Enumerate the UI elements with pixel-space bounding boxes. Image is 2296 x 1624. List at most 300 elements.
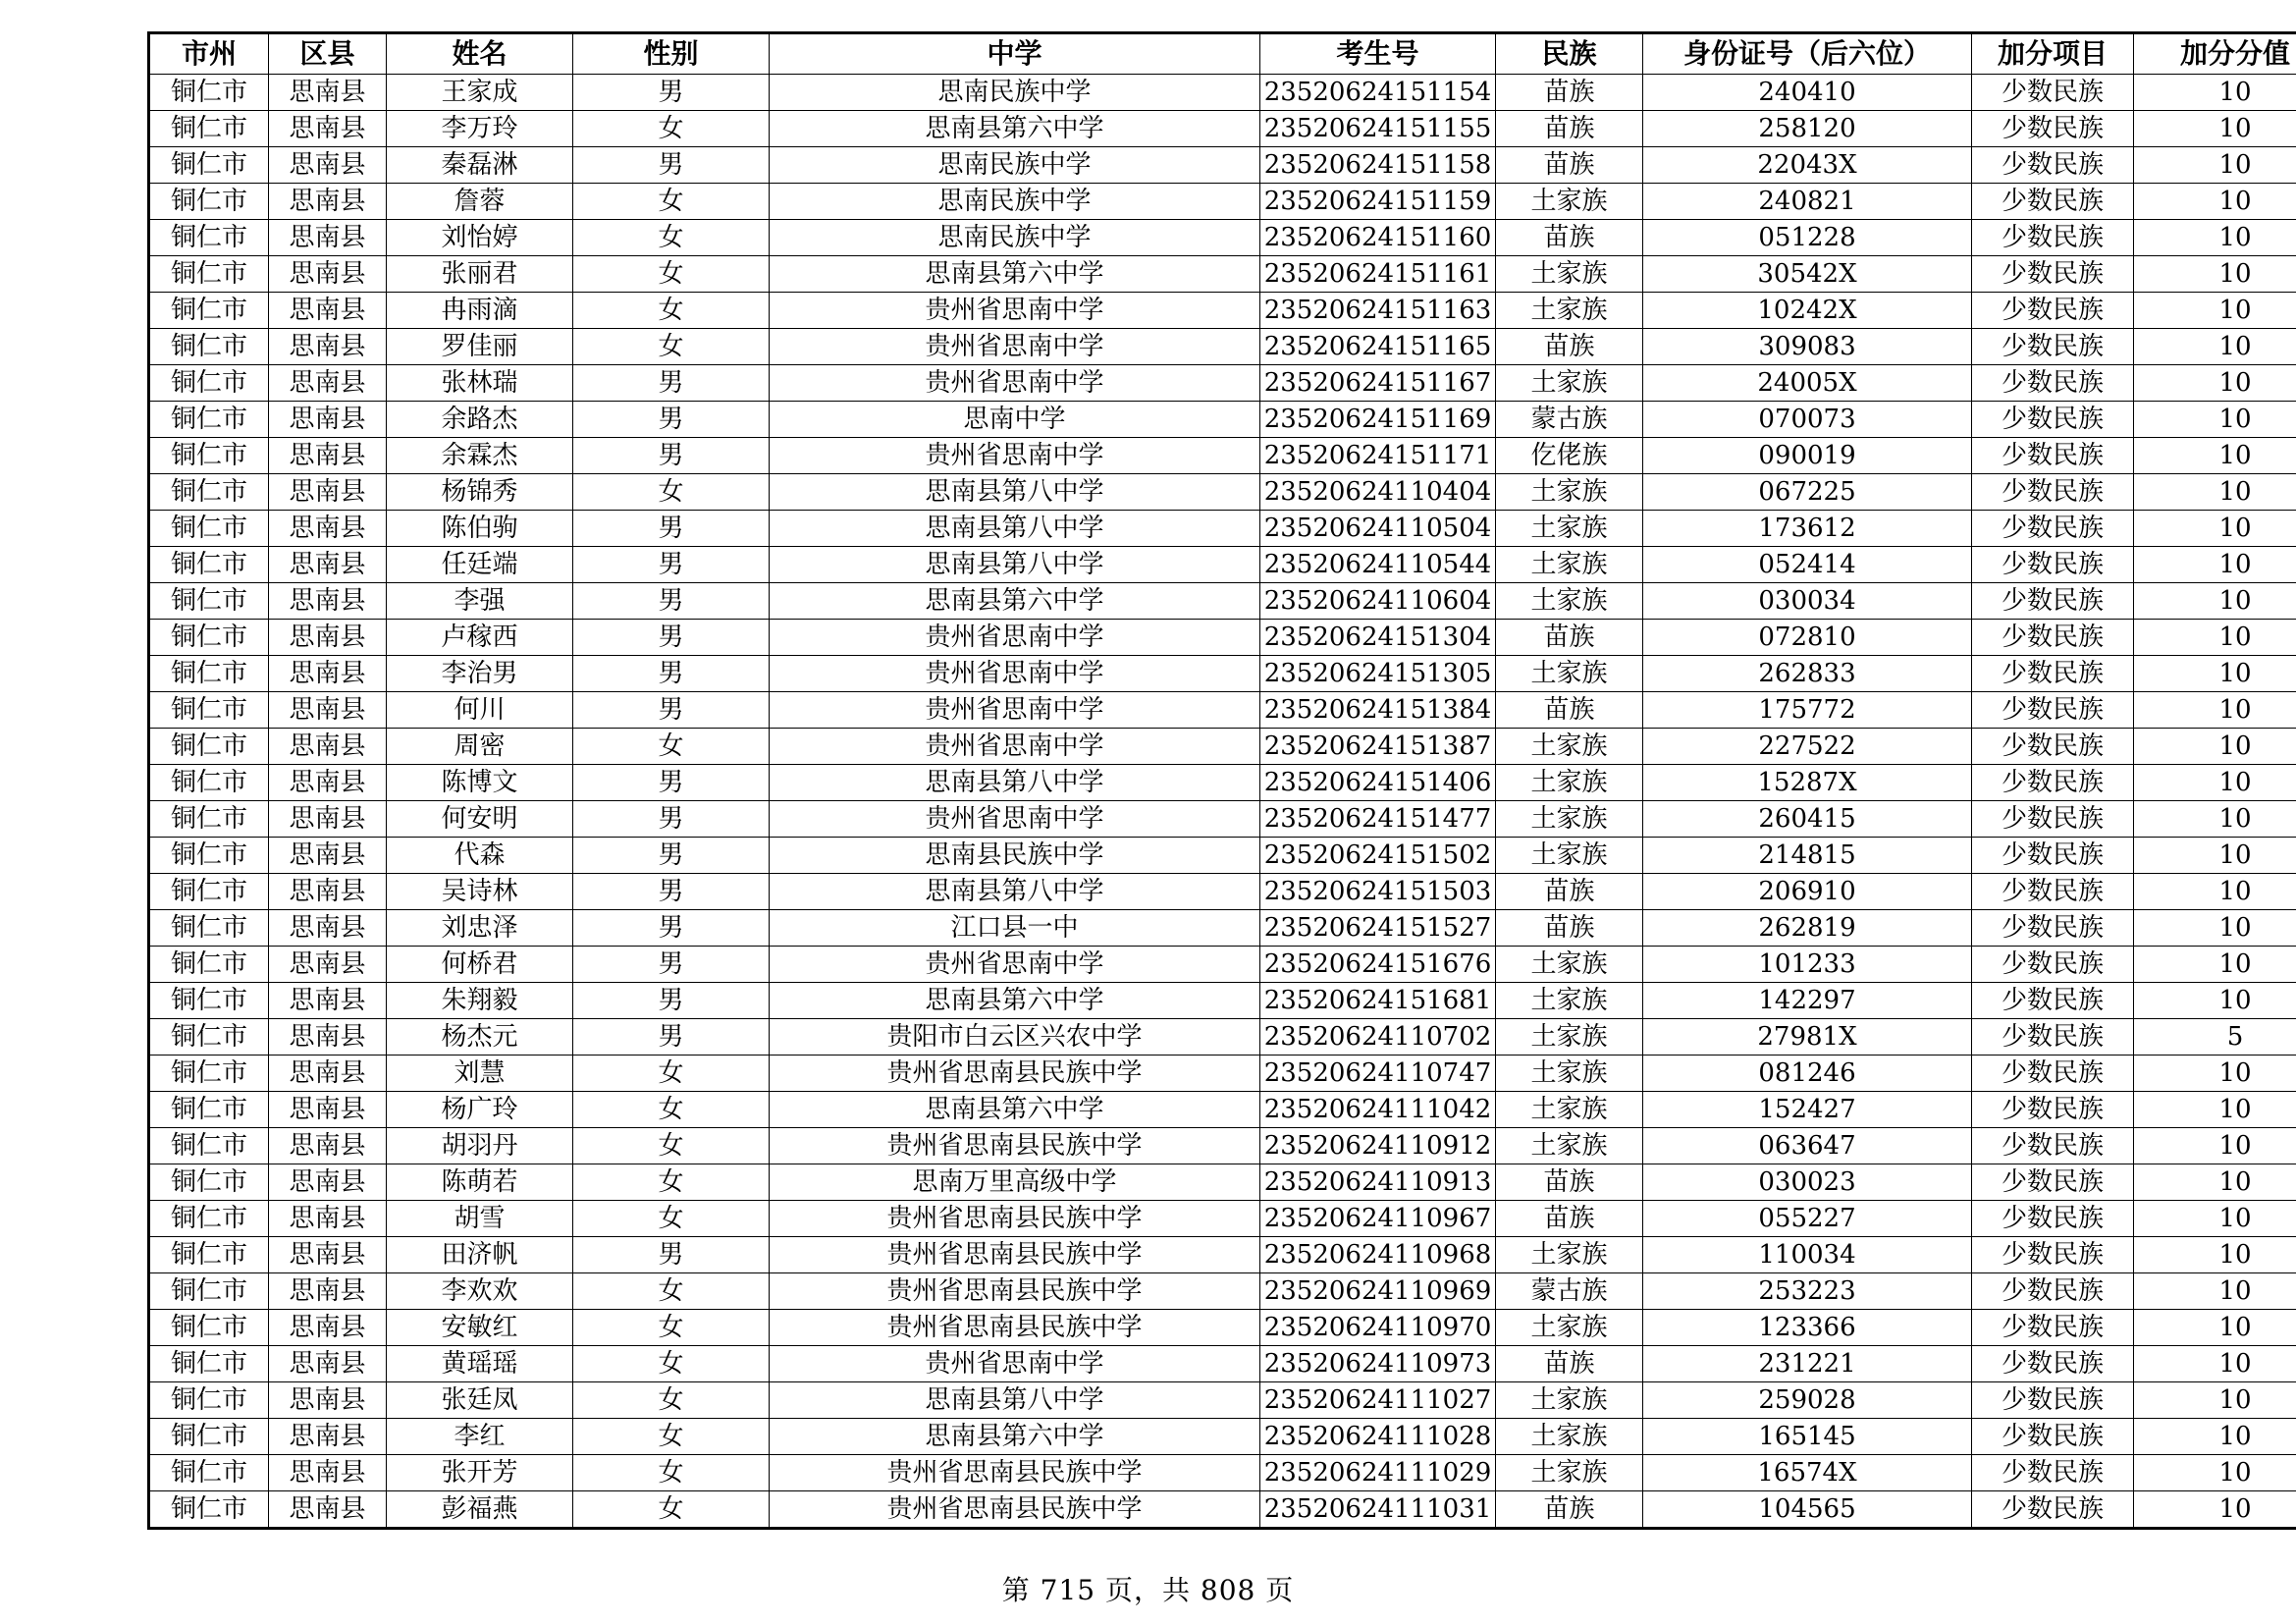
city-cell: 铜仁市 [149,511,269,547]
school-cell: 思南县第六中学 [770,1419,1260,1455]
table-row [149,983,2296,1019]
ethnicity-cell: 苗族 [1496,329,1643,365]
bonus-value-cell: 5 [2134,1019,2296,1056]
bonus-item-cell: 少数民族 [1972,293,2134,329]
exam-number-cell: 23520624110968 [1260,1237,1496,1273]
exam-number-cell: 23520624151681 [1260,983,1496,1019]
exam-number-cell: 23520624111031 [1260,1491,1496,1529]
county-cell: 思南县 [269,947,387,983]
page-number-footer: 第 715 页，共 808 页 [1001,1574,1295,1606]
school-cell: 思南县第六中学 [770,1092,1260,1128]
bonus-item-cell: 少数民族 [1972,1382,2134,1419]
name-cell: 李红 [387,1419,573,1455]
city-cell: 铜仁市 [149,1128,269,1164]
bonus-value-cell: 10 [2134,1273,2296,1310]
ethnicity-header: 民族 [1496,33,1643,75]
bonus-value-cell: 10 [2134,111,2296,147]
exam-number-cell: 23520624151384 [1260,692,1496,729]
city-cell: 铜仁市 [149,656,269,692]
city-cell: 铜仁市 [149,729,269,765]
name-cell: 余路杰 [387,402,573,438]
bonus-item-cell: 少数民族 [1972,1419,2134,1455]
county-cell: 思南县 [269,329,387,365]
ethnicity-cell: 苗族 [1496,910,1643,947]
name-cell: 张林瑞 [387,365,573,402]
exam-number-cell: 23520624110544 [1260,547,1496,583]
bonus-item-cell: 少数民族 [1972,111,2134,147]
bonus-item-cell: 少数民族 [1972,1019,2134,1056]
id-suffix-cell: 101233 [1643,947,1972,983]
name-cell: 周密 [387,729,573,765]
id-suffix-cell: 259028 [1643,1382,1972,1419]
gender-cell: 女 [573,1346,770,1382]
table-row [149,438,2296,474]
gender-cell: 男 [573,583,770,620]
gender-cell: 女 [573,1382,770,1419]
name-cell: 黄瑶瑶 [387,1346,573,1382]
bonus-value-cell: 10 [2134,874,2296,910]
table-row [149,1455,2296,1491]
table-row [149,1346,2296,1382]
county-cell: 思南县 [269,547,387,583]
gender-cell: 男 [573,874,770,910]
gender-cell: 女 [573,184,770,220]
gender-cell: 女 [573,1491,770,1529]
school-cell: 思南县第八中学 [770,874,1260,910]
gender-cell: 男 [573,910,770,947]
name-cell: 何安明 [387,801,573,838]
ethnicity-cell: 土家族 [1496,184,1643,220]
table-row [149,184,2296,220]
id-suffix-header: 身份证号（后六位） [1643,33,1972,75]
city-cell: 铜仁市 [149,1201,269,1237]
county-cell: 思南县 [269,838,387,874]
school-cell: 思南县民族中学 [770,838,1260,874]
bonus-value-cell: 10 [2134,801,2296,838]
city-cell: 铜仁市 [149,256,269,293]
school-cell: 思南县第八中学 [770,547,1260,583]
ethnicity-cell: 土家族 [1496,838,1643,874]
table-row [149,220,2296,256]
bonus-item-cell: 少数民族 [1972,583,2134,620]
bonus-item-cell: 少数民族 [1972,947,2134,983]
name-cell: 刘怡婷 [387,220,573,256]
county-cell: 思南县 [269,402,387,438]
county-cell: 思南县 [269,1237,387,1273]
table-row [149,147,2296,184]
gender-cell: 女 [573,111,770,147]
exam-number-cell: 23520624151158 [1260,147,1496,184]
school-cell: 贵州省思南中学 [770,801,1260,838]
table-row [149,111,2296,147]
county-cell: 思南县 [269,474,387,511]
county-cell: 思南县 [269,1419,387,1455]
exam-number-cell: 23520624111029 [1260,1455,1496,1491]
gender-cell: 女 [573,1419,770,1455]
exam-number-cell: 23520624110912 [1260,1128,1496,1164]
ethnicity-cell: 土家族 [1496,1310,1643,1346]
id-suffix-cell: 070073 [1643,402,1972,438]
table-row [149,547,2296,583]
ethnicity-cell: 土家族 [1496,256,1643,293]
bonus-item-cell: 少数民族 [1972,692,2134,729]
table-row [149,1419,2296,1455]
school-cell: 贵州省思南县民族中学 [770,1237,1260,1273]
county-cell: 思南县 [269,1491,387,1529]
id-suffix-cell: 152427 [1643,1092,1972,1128]
county-cell: 思南县 [269,1164,387,1201]
city-cell: 铜仁市 [149,293,269,329]
gender-cell: 男 [573,547,770,583]
school-cell: 贵州省思南中学 [770,692,1260,729]
school-cell: 江口县一中 [770,910,1260,947]
table-row [149,474,2296,511]
gender-cell: 女 [573,1092,770,1128]
school-cell: 思南县第六中学 [770,583,1260,620]
school-cell: 贵州省思南县民族中学 [770,1491,1260,1529]
school-cell: 思南万里高级中学 [770,1164,1260,1201]
table-row [149,293,2296,329]
bonus-value-cell: 10 [2134,838,2296,874]
ethnicity-cell: 土家族 [1496,947,1643,983]
city-cell: 铜仁市 [149,1092,269,1128]
gender-cell: 男 [573,1019,770,1056]
bonus-value-cell: 10 [2134,1382,2296,1419]
name-cell: 卢稼西 [387,620,573,656]
exam-number-cell: 23520624151406 [1260,765,1496,801]
name-cell: 詹蓉 [387,184,573,220]
bonus-value-cell: 10 [2134,1419,2296,1455]
table-row [149,365,2296,402]
bonus-value-cell: 10 [2134,184,2296,220]
school-cell: 思南中学 [770,402,1260,438]
gender-cell: 男 [573,947,770,983]
bonus-item-cell: 少数民族 [1972,511,2134,547]
school-cell: 贵州省思南中学 [770,293,1260,329]
table-header-row [149,33,2296,75]
school-cell: 贵州省思南中学 [770,656,1260,692]
school-cell: 贵州省思南县民族中学 [770,1056,1260,1092]
name-header: 姓名 [387,33,573,75]
id-suffix-cell: 072810 [1643,620,1972,656]
city-cell: 铜仁市 [149,111,269,147]
id-suffix-cell: 10242X [1643,293,1972,329]
school-cell: 贵州省思南县民族中学 [770,1201,1260,1237]
table-row [149,329,2296,365]
name-cell: 代森 [387,838,573,874]
bonus-item-cell: 少数民族 [1972,620,2134,656]
city-cell: 铜仁市 [149,402,269,438]
ethnicity-cell: 土家族 [1496,474,1643,511]
city-cell: 铜仁市 [149,692,269,729]
city-cell: 铜仁市 [149,1237,269,1273]
id-suffix-cell: 258120 [1643,111,1972,147]
exam-number-header: 考生号 [1260,33,1496,75]
ethnicity-cell: 土家族 [1496,583,1643,620]
bonus-value-cell: 10 [2134,1056,2296,1092]
table-row [149,801,2296,838]
name-cell: 李欢欢 [387,1273,573,1310]
gender-cell: 男 [573,983,770,1019]
bonus-value-cell: 10 [2134,75,2296,111]
bonus-value-cell: 10 [2134,1092,2296,1128]
table-row [149,1273,2296,1310]
id-suffix-cell: 240410 [1643,75,1972,111]
gender-cell: 男 [573,692,770,729]
exam-number-cell: 23520624151167 [1260,365,1496,402]
bonus-item-cell: 少数民族 [1972,765,2134,801]
county-cell: 思南县 [269,1346,387,1382]
gender-cell: 女 [573,1455,770,1491]
name-cell: 李万玲 [387,111,573,147]
school-cell: 贵州省思南中学 [770,1346,1260,1382]
id-suffix-cell: 309083 [1643,329,1972,365]
city-cell: 铜仁市 [149,1056,269,1092]
ethnicity-cell: 土家族 [1496,293,1643,329]
name-cell: 罗佳丽 [387,329,573,365]
bonus-item-cell: 少数民族 [1972,1273,2134,1310]
table-row [149,874,2296,910]
exam-number-cell: 23520624110970 [1260,1310,1496,1346]
bonus-item-cell: 少数民族 [1972,147,2134,184]
bonus-item-cell: 少数民族 [1972,547,2134,583]
city-header: 市州 [149,33,269,75]
bonus-value-cell: 10 [2134,620,2296,656]
county-cell: 思南县 [269,620,387,656]
ethnicity-cell: 土家族 [1496,1128,1643,1164]
school-cell: 贵州省思南县民族中学 [770,1128,1260,1164]
bonus-item-cell: 少数民族 [1972,1237,2134,1273]
bonus-value-cell: 10 [2134,583,2296,620]
county-cell: 思南县 [269,256,387,293]
id-suffix-cell: 030034 [1643,583,1972,620]
bonus-value-cell: 10 [2134,656,2296,692]
school-cell: 思南县第八中学 [770,474,1260,511]
table-row [149,1164,2296,1201]
name-cell: 胡羽丹 [387,1128,573,1164]
gender-cell: 男 [573,801,770,838]
bonus-item-cell: 少数民族 [1972,801,2134,838]
ethnicity-cell: 土家族 [1496,1419,1643,1455]
county-cell: 思南县 [269,75,387,111]
ethnicity-cell: 土家族 [1496,656,1643,692]
bonus-item-header: 加分项目 [1972,33,2134,75]
bonus-item-cell: 少数民族 [1972,438,2134,474]
id-suffix-cell: 063647 [1643,1128,1972,1164]
id-suffix-cell: 15287X [1643,765,1972,801]
id-suffix-cell: 052414 [1643,547,1972,583]
county-cell: 思南县 [269,692,387,729]
name-cell: 余霖杰 [387,438,573,474]
ethnicity-cell: 苗族 [1496,1201,1643,1237]
gender-cell: 女 [573,293,770,329]
city-cell: 铜仁市 [149,1164,269,1201]
school-cell: 贵阳市白云区兴农中学 [770,1019,1260,1056]
bonus-item-cell: 少数民族 [1972,1128,2134,1164]
city-cell: 铜仁市 [149,1019,269,1056]
city-cell: 铜仁市 [149,1419,269,1455]
county-cell: 思南县 [269,1273,387,1310]
table-row [149,1491,2296,1529]
county-cell: 思南县 [269,1092,387,1128]
table-row [149,692,2296,729]
id-suffix-cell: 214815 [1643,838,1972,874]
county-cell: 思南县 [269,511,387,547]
school-cell: 思南民族中学 [770,184,1260,220]
id-suffix-cell: 055227 [1643,1201,1972,1237]
table-row [149,511,2296,547]
city-cell: 铜仁市 [149,547,269,583]
ethnicity-cell: 土家族 [1496,1092,1643,1128]
city-cell: 铜仁市 [149,801,269,838]
ethnicity-cell: 蒙古族 [1496,402,1643,438]
bonus-value-cell: 10 [2134,1346,2296,1382]
city-cell: 铜仁市 [149,147,269,184]
ethnicity-cell: 苗族 [1496,1164,1643,1201]
bonus-item-cell: 少数民族 [1972,220,2134,256]
id-suffix-cell: 253223 [1643,1273,1972,1310]
bonus-item-cell: 少数民族 [1972,184,2134,220]
id-suffix-cell: 081246 [1643,1056,1972,1092]
bonus-item-cell: 少数民族 [1972,838,2134,874]
school-cell: 贵州省思南中学 [770,438,1260,474]
ethnicity-cell: 苗族 [1496,620,1643,656]
id-suffix-cell: 262819 [1643,910,1972,947]
county-cell: 思南县 [269,1128,387,1164]
exam-number-cell: 23520624110404 [1260,474,1496,511]
table-body [149,75,2296,1529]
name-cell: 王家成 [387,75,573,111]
gender-cell: 女 [573,256,770,293]
gender-cell: 女 [573,1056,770,1092]
school-cell: 贵州省思南中学 [770,365,1260,402]
exam-number-cell: 23520624110604 [1260,583,1496,620]
bonus-value-cell: 10 [2134,256,2296,293]
table-row [149,729,2296,765]
bonus-value-cell: 10 [2134,1201,2296,1237]
county-cell: 思南县 [269,111,387,147]
table-row [149,765,2296,801]
school-cell: 贵州省思南县民族中学 [770,1273,1260,1310]
exam-number-cell: 23520624151154 [1260,75,1496,111]
county-cell: 思南县 [269,365,387,402]
city-cell: 铜仁市 [149,947,269,983]
bonus-item-cell: 少数民族 [1972,1056,2134,1092]
id-suffix-cell: 142297 [1643,983,1972,1019]
city-cell: 铜仁市 [149,438,269,474]
ethnicity-cell: 苗族 [1496,75,1643,111]
county-cell: 思南县 [269,583,387,620]
school-cell: 思南县第六中学 [770,111,1260,147]
bonus-item-cell: 少数民族 [1972,1491,2134,1529]
name-cell: 陈萌若 [387,1164,573,1201]
city-cell: 铜仁市 [149,474,269,511]
exam-number-cell: 23520624151161 [1260,256,1496,293]
table-row [149,583,2296,620]
ethnicity-cell: 苗族 [1496,692,1643,729]
name-cell: 杨广玲 [387,1092,573,1128]
gender-cell: 男 [573,656,770,692]
bonus-item-cell: 少数民族 [1972,1201,2134,1237]
ethnicity-cell: 苗族 [1496,1491,1643,1529]
id-suffix-cell: 090019 [1643,438,1972,474]
exam-number-cell: 23520624111028 [1260,1419,1496,1455]
school-cell: 思南县第六中学 [770,256,1260,293]
city-cell: 铜仁市 [149,1273,269,1310]
ethnicity-cell: 土家族 [1496,511,1643,547]
city-cell: 铜仁市 [149,874,269,910]
name-cell: 刘忠泽 [387,910,573,947]
ethnicity-cell: 土家族 [1496,1455,1643,1491]
gender-cell: 女 [573,1201,770,1237]
bonus-item-cell: 少数民族 [1972,656,2134,692]
exam-number-cell: 23520624151503 [1260,874,1496,910]
bonus-item-cell: 少数民族 [1972,402,2134,438]
county-cell: 思南县 [269,438,387,474]
exam-number-cell: 23520624110967 [1260,1201,1496,1237]
bonus-value-cell: 10 [2134,147,2296,184]
bonus-value-cell: 10 [2134,220,2296,256]
exam-number-cell: 23520624151155 [1260,111,1496,147]
table-row [149,947,2296,983]
name-cell: 胡雪 [387,1201,573,1237]
name-cell: 秦磊淋 [387,147,573,184]
ethnicity-cell: 苗族 [1496,220,1643,256]
gender-cell: 女 [573,1310,770,1346]
name-cell: 李强 [387,583,573,620]
exam-number-cell: 23520624110913 [1260,1164,1496,1201]
gender-cell: 男 [573,511,770,547]
school-cell: 贵州省思南县民族中学 [770,1310,1260,1346]
county-cell: 思南县 [269,801,387,838]
bonus-item-cell: 少数民族 [1972,1346,2134,1382]
gender-cell: 女 [573,729,770,765]
school-cell: 贵州省思南中学 [770,947,1260,983]
exam-number-cell: 23520624151387 [1260,729,1496,765]
city-cell: 铜仁市 [149,75,269,111]
ethnicity-cell: 苗族 [1496,147,1643,184]
school-cell: 思南县第八中学 [770,1382,1260,1419]
bonus-value-cell: 10 [2134,1491,2296,1529]
exam-number-cell: 23520624151169 [1260,402,1496,438]
ethnicity-cell: 仡佬族 [1496,438,1643,474]
bonus-item-cell: 少数民族 [1972,474,2134,511]
bonus-value-cell: 10 [2134,1310,2296,1346]
name-cell: 吴诗林 [387,874,573,910]
name-cell: 李治男 [387,656,573,692]
bonus-value-cell: 10 [2134,947,2296,983]
school-cell: 贵州省思南中学 [770,620,1260,656]
name-cell: 安敏红 [387,1310,573,1346]
school-header: 中学 [770,33,1260,75]
gender-cell: 女 [573,329,770,365]
county-cell: 思南县 [269,1201,387,1237]
name-cell: 张廷凤 [387,1382,573,1419]
name-cell: 陈伯驹 [387,511,573,547]
bonus-value-cell: 10 [2134,293,2296,329]
exam-number-cell: 23520624151527 [1260,910,1496,947]
id-suffix-cell: 104565 [1643,1491,1972,1529]
name-cell: 杨锦秀 [387,474,573,511]
school-cell: 思南民族中学 [770,220,1260,256]
exam-number-cell: 23520624151171 [1260,438,1496,474]
city-cell: 铜仁市 [149,765,269,801]
exam-number-cell: 23520624111027 [1260,1382,1496,1419]
school-cell: 思南民族中学 [770,75,1260,111]
county-cell: 思南县 [269,1310,387,1346]
exam-number-cell: 23520624151304 [1260,620,1496,656]
gender-header: 性别 [573,33,770,75]
